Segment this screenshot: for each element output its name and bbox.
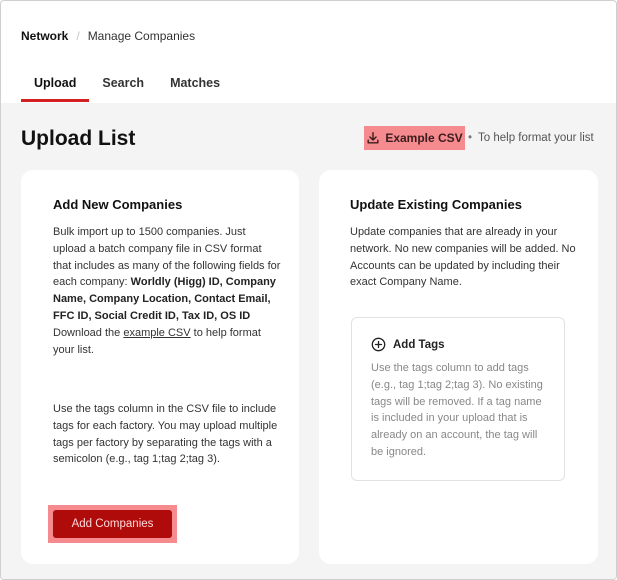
update-companies-card	[319, 170, 598, 564]
download-icon	[366, 131, 380, 145]
tab-bar	[21, 76, 233, 102]
breadcrumb-network[interactable]: Network	[21, 29, 69, 43]
main-content	[1, 103, 617, 580]
example-csv-link[interactable]: example CSV	[123, 326, 191, 339]
breadcrumb-separator: /	[76, 29, 80, 43]
add-companies-card	[21, 170, 299, 564]
help-text-label: To help format your list	[478, 132, 594, 144]
add-tags-header	[371, 337, 445, 352]
add-card-tags-text: Use the tags column in the CSV file to include tags for each factory. You may upload multiple tags per factory by separating the tags with a semicolon (e.g., tag 1;tag 2;tag 3).	[53, 403, 278, 466]
add-card-intro: Bulk import up to 1500 companies. Just upload a batch company file in CSV format that includes as many of the following fields for each company:	[53, 226, 281, 289]
example-csv-button[interactable]	[364, 126, 465, 150]
breadcrumb-current: Manage Companies	[87, 29, 196, 43]
update-card-title: Update Existing Companies	[350, 197, 522, 212]
help-text	[468, 132, 594, 144]
add-card-fields: Worldly (Higg) ID, Company Name, Company Location, Contact Email, FFC ID, Social Credit ID, Tax ID, OS ID	[53, 276, 276, 322]
add-card-title: Add New Companies	[53, 197, 183, 212]
help-dot: •	[468, 132, 473, 144]
example-csv-label: Example CSV	[385, 131, 463, 145]
page-title: Upload List	[21, 127, 136, 150]
tab-matches[interactable]: Matches	[170, 76, 221, 90]
add-card-description	[53, 224, 281, 358]
add-companies-button[interactable]: Add Companies	[53, 510, 172, 538]
tab-search[interactable]: Search	[102, 76, 145, 90]
add-tags-box	[351, 317, 565, 481]
add-tags-description: Use the tags column to add tags (e.g., tag 1;tag 2;tag 3). No existing tags will be removed. If a tag name is included in your upload that is already on an account, the tag will be ignored.	[371, 362, 543, 458]
plus-circle-icon	[371, 337, 386, 352]
download-prefix: Download the	[53, 326, 121, 339]
add-tags-title: Add Tags	[393, 338, 445, 351]
update-card-description: Update companies that are already in your network. No new companies will be added. No Accounts can be updated by including their exact Company Name.	[350, 226, 576, 289]
breadcrumb	[21, 29, 195, 43]
download-suffix: to help format your list.	[53, 326, 261, 356]
add-companies-highlight	[48, 505, 177, 543]
tab-upload[interactable]: Upload	[21, 76, 89, 102]
